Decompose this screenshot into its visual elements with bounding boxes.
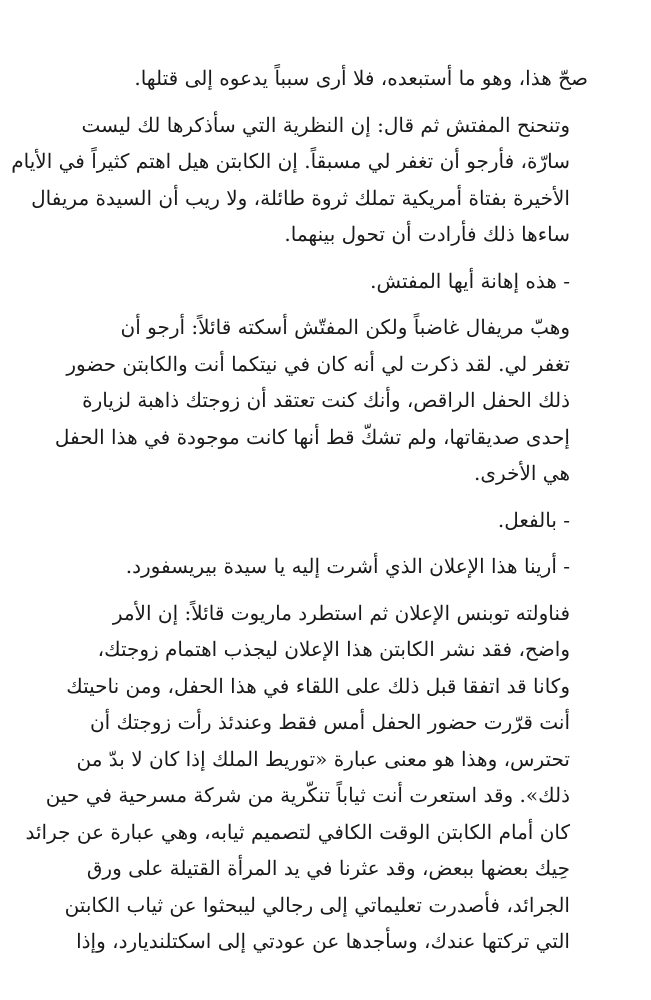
text-line: سارّة، فأرجو أن تغفر لي مسبقاً. إن الكابتن هيل اهتم كثيراً في الأيام xyxy=(11,149,570,173)
dialogue-line xyxy=(68,502,588,539)
text-line: ذلك». وقد استعرت أنت ثياباً تنكّرية من شركة مسرحية في حين xyxy=(45,783,570,807)
text-line: فناولته توبنس الإعلان ثم استطرد ماريوت قائلاً: إن الأمر xyxy=(112,600,570,625)
text-line: إحدى صديقاتها، ولم تشكّ قط أنها كانت موجودة في هذا الحفل xyxy=(54,424,570,449)
text-line: تغفر لي. لقد ذكرت لي أنه كان في نيتكما أنت والكابتن حضور xyxy=(66,351,570,376)
text-line: وكانا قد اتفقا قبل ذلك على اللقاء في هذا الحفل، ومن ناحيتك xyxy=(66,673,570,698)
text-line: الجرائد، فأصدرت تعليماتي إلى رجالي ليبحثوا عن ثياب الكابتن xyxy=(64,892,570,917)
paragraph xyxy=(68,60,588,97)
text-line: تحترس، وهذا هو معنى عبارة «توريط الملك إذا كان لا بدّ من xyxy=(76,746,570,771)
text-line: ذلك الحفل الراقص، وأنك كنت تعتقد أن زوجتك ذاهبة لزيارة xyxy=(82,388,570,412)
text-line: وتنحنح المفتش ثم قال: إن النظرية التي سأذكرها لك ليست xyxy=(81,112,570,137)
text-line: وهبّ مريفال غاضباً ولكن المفتّش أسكته قائلاً: أرجو أن xyxy=(120,315,570,339)
paragraph xyxy=(25,595,588,960)
dialogue-line xyxy=(68,548,588,585)
text-line: حِيك بعضها ببعض، وقد عثرنا في يد المرأة القتيلة على ورق xyxy=(86,856,570,880)
text-line: أنت قرّرت حضور الحفل أمس فقط وعندئذ رأت زوجتك أن xyxy=(89,710,570,734)
paragraph xyxy=(11,107,588,253)
text-line: كان أمام الكابتن الوقت الكافي لتصميم ثيابه، وهي عبارة عن جرائد xyxy=(25,819,570,844)
dialogue-line xyxy=(68,263,588,300)
text-line: صحّ هذا، وهو ما أستبعده، فلا أرى سبباً يدعوه إلى قتلها. xyxy=(134,66,588,90)
text-line: الأخيرة بفتاة أمريكية تملك ثروة طائلة، ولا ريب أن السيدة مريفال xyxy=(31,185,570,210)
text-line: واضح، فقد نشر الكابتن هذا الإعلان ليجذب اهتمام زوجتك، xyxy=(97,637,570,661)
text-line: التي تركتها عندك، وسأجدها عن عودتي إلى اسكتلنديارد، وإذا xyxy=(76,929,570,953)
text-line: - أرينا هذا الإعلان الذي أشرت إليه يا سيدة بيريسفورد. xyxy=(125,554,570,578)
text-line: - هذه إهانة أيها المفتش. xyxy=(370,268,570,293)
book-page xyxy=(11,60,588,990)
text-line: هي الأخرى. xyxy=(474,461,570,485)
text-line: - بالفعل. xyxy=(497,507,570,532)
text-line: ساءها ذلك فأرادت أن تحول بينهما. xyxy=(284,222,570,246)
paragraph xyxy=(54,309,588,492)
